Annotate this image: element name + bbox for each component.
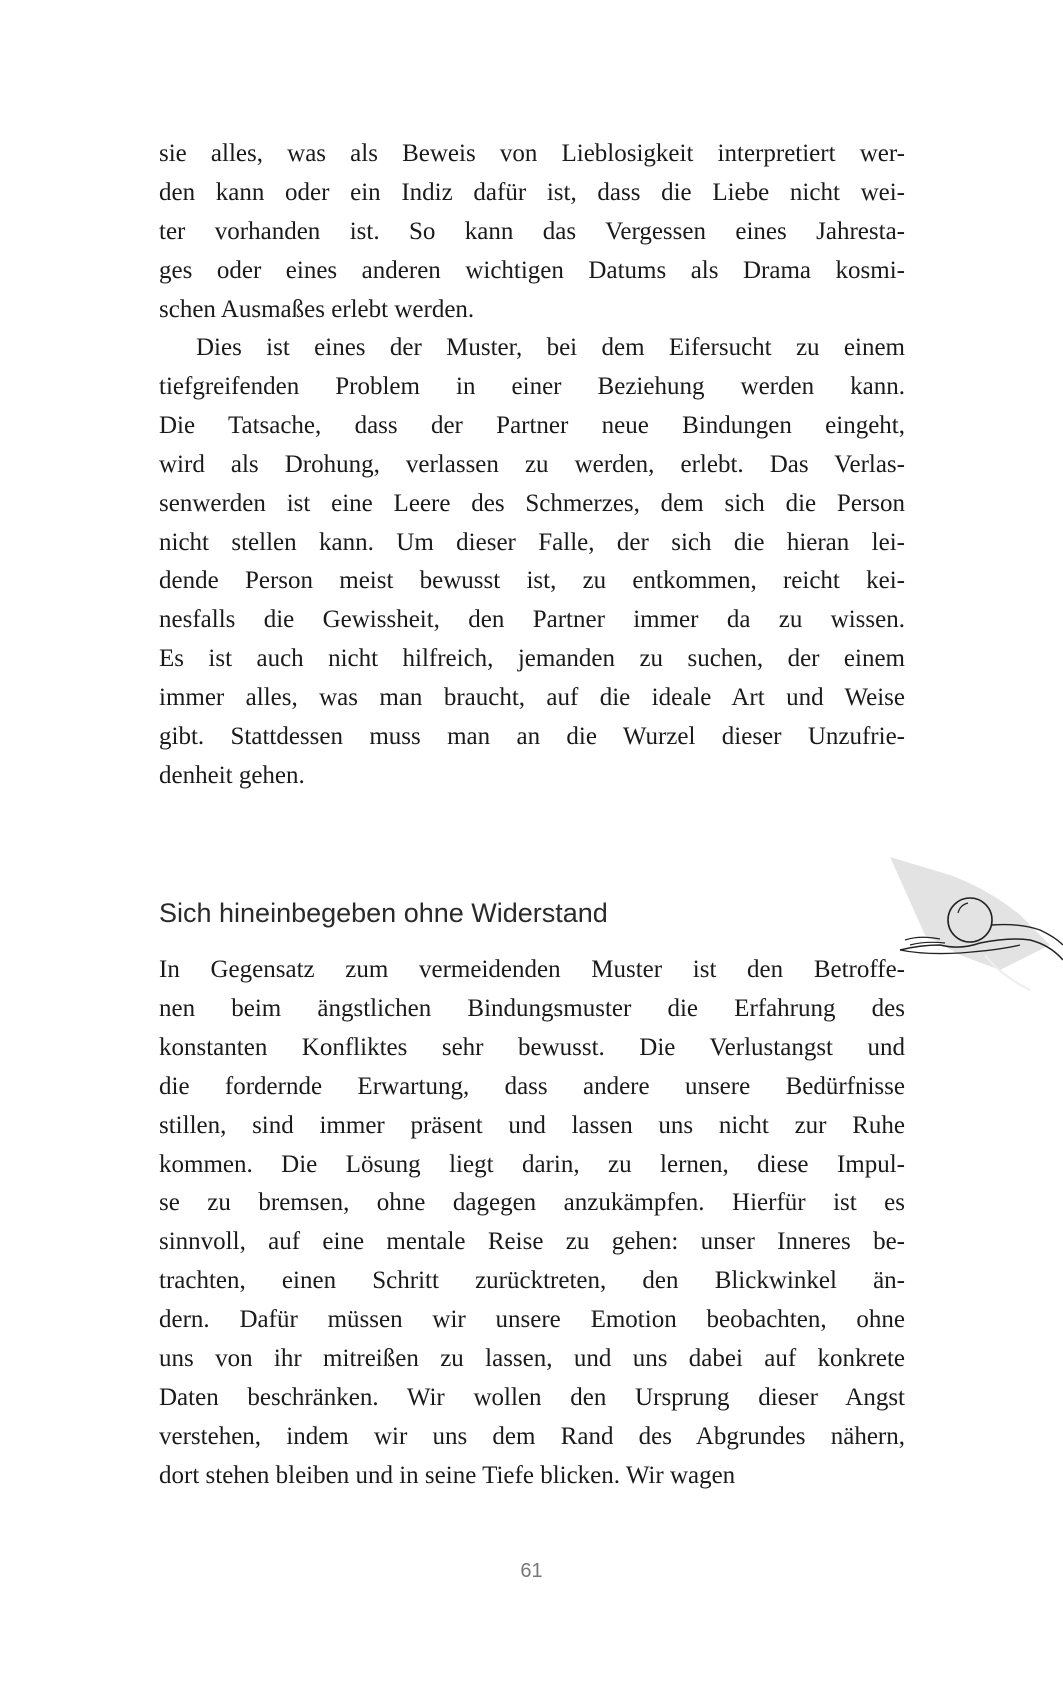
text-line: tiefgreifenden Problem in einer Beziehung werden kann. — [159, 372, 905, 400]
text-line: sie alles, was als Beweis von Lieblosigkeit interpretiert wer- — [159, 140, 905, 167]
text-line: Daten beschränken. Wir wollen den Ursprung dieser Angst — [159, 1383, 905, 1411]
text-line: senwerden ist eine Leere des Schmerzes, dem sich die Person — [159, 489, 905, 517]
text-line: schen Ausmaßes erlebt werden. — [159, 295, 475, 323]
text-line: kommen. Die Lösung liegt darin, zu lernen, diese Impul- — [159, 1150, 905, 1178]
text-line: dende Person meist bewusst ist, zu entkommen, reicht kei- — [159, 567, 905, 595]
text-line: gibt. Stattdessen muss man an die Wurzel dieser Unzufrie- — [159, 723, 905, 750]
text-line: se zu bremsen, ohne dagegen anzukämpfen. Hierfür ist es — [159, 1189, 905, 1217]
text-line: den kann oder ein Indiz dafür ist, dass die Liebe nicht wei- — [159, 178, 905, 206]
text-line: nen beim ängstlichen Bindungsmuster die Erfahrung des — [159, 994, 905, 1022]
section-heading: Sich hineinbegeben ohne Widerstand — [159, 898, 608, 928]
text-line: sinnvoll, auf eine mentale Reise zu gehen: unser Inneres be- — [159, 1228, 905, 1256]
text-line: wird als Drohung, verlassen zu werden, erlebt. Das Verlas- — [159, 450, 905, 478]
text-line: nesfalls die Gewissheit, den Partner immer da zu wissen. — [159, 606, 905, 634]
text-line: Es ist auch nicht hilfreich, jemanden zu suchen, der einem — [159, 645, 905, 673]
text-line: In Gegensatz zum vermeidenden Muster ist den Betroffe- — [159, 956, 905, 983]
text-line: uns von ihr mitreißen zu lassen, und uns dabei auf konkrete — [159, 1345, 905, 1372]
page-number: 61 — [520, 1560, 543, 1582]
text-line: trachten, einen Schritt zurücktreten, den Blickwinkel än- — [159, 1267, 905, 1295]
text-line: verstehen, indem wir uns dem Rand des Abgrundes nähern, — [159, 1422, 905, 1450]
text-line: konstanten Konfliktes sehr bewusst. Die Verlustangst und — [159, 1033, 905, 1061]
text-line: ter vorhanden ist. So kann das Vergessen eines Jahresta- — [159, 217, 905, 245]
text-line: Dies ist eines der Muster, bei dem Eifersucht zu einem — [196, 334, 905, 361]
text-line: dern. Dafür müssen wir unsere Emotion beobachten, ohne — [159, 1306, 905, 1334]
text-line: immer alles, was man braucht, auf die ideale Art und Weise — [159, 684, 905, 712]
text-line: die fordernde Erwartung, dass andere unsere Bedürfnisse — [159, 1072, 905, 1100]
hand-crystal-ball-illustration — [880, 845, 1063, 995]
text-line: dort stehen bleiben und in seine Tiefe blicken. Wir wagen — [159, 1461, 736, 1489]
text-line: denheit gehen. — [159, 761, 305, 789]
text-line: Die Tatsache, dass der Partner neue Bindungen eingeht, — [159, 411, 905, 439]
text-line: ges oder eines anderen wichtigen Datums als Drama kosmi- — [159, 256, 905, 284]
text-line: stillen, sind immer präsent und lassen uns nicht zur Ruhe — [159, 1111, 905, 1139]
text-line: nicht stellen kann. Um dieser Falle, der sich die hieran lei- — [159, 528, 905, 556]
